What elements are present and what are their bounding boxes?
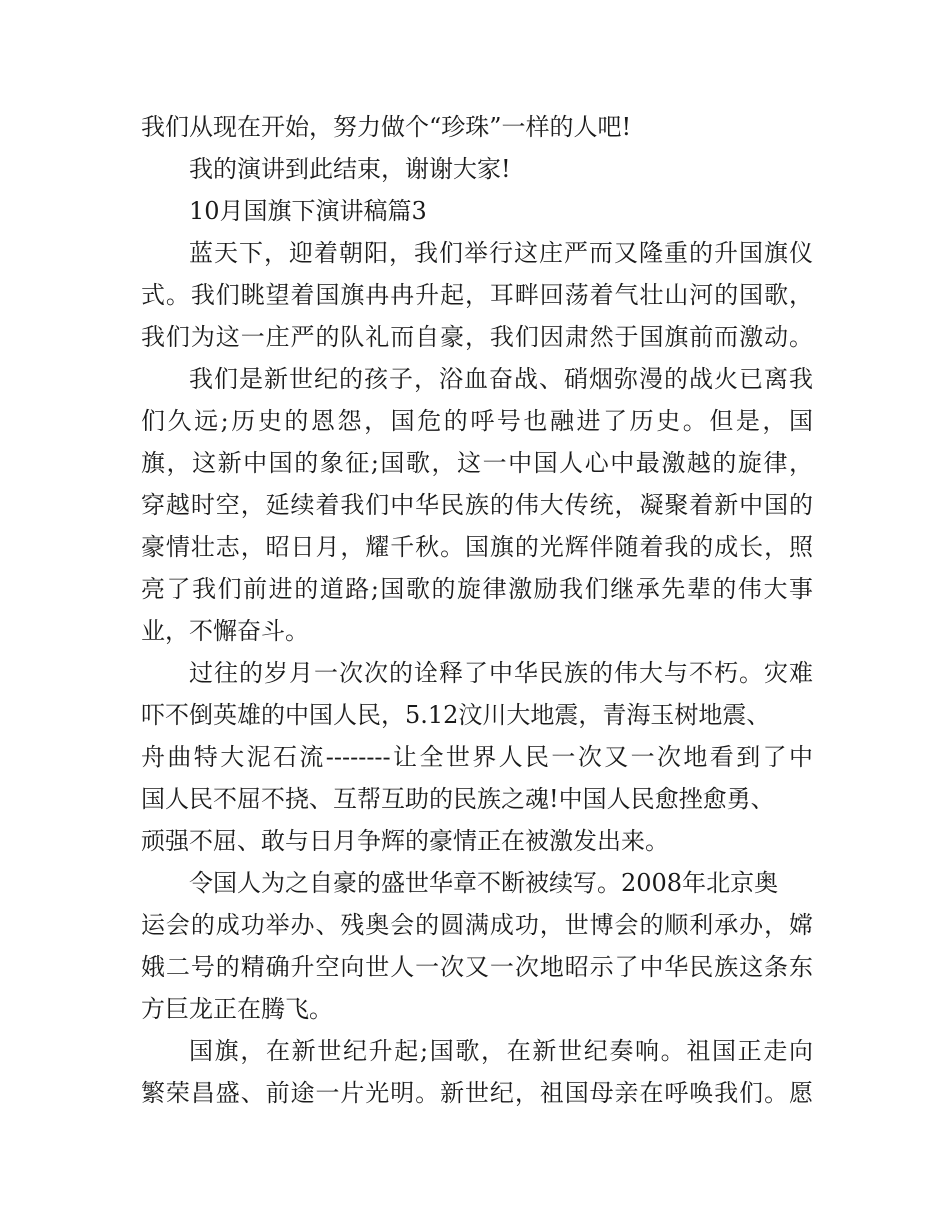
text-line: 方巨龙正在腾飞。 bbox=[141, 995, 333, 1023]
text-line: 吓不倒英雄的中国人民，5.12汶川大地震，青海玉树地震、 bbox=[141, 701, 771, 729]
text-line: 式。我们眺望着国旗冉冉升起，耳畔回荡着气壮山河的国歌， bbox=[141, 281, 813, 309]
text-line: 我的演讲到此结束，谢谢大家! bbox=[189, 155, 511, 183]
section-heading: 10月国旗下演讲稿篇3 bbox=[189, 197, 427, 225]
text-line: 舟曲特大泥石流--------让全世界人民一次又一次地看到了中 bbox=[141, 743, 813, 771]
text-line: 穿越时空，延续着我们中华民族的伟大传统，凝聚着新中国的 bbox=[141, 491, 813, 519]
text-line: 我们从现在开始，努力做个“珍珠”一样的人吧! bbox=[141, 113, 632, 141]
text-line: 运会的成功举办、残奥会的圆满成功，世博会的顺利承办，嫦 bbox=[141, 911, 813, 939]
text-line: 蓝天下，迎着朝阳，我们举行这庄严而又隆重的升国旗仪 bbox=[189, 239, 813, 267]
text-line: 我们为这一庄严的队礼而自豪，我们因肃然于国旗前而激动。 bbox=[141, 323, 813, 351]
text-line: 国旗，在新世纪升起;国歌，在新世纪奏响。祖国正走向 bbox=[189, 1037, 813, 1065]
text-line: 豪情壮志，昭日月，耀千秋。国旗的光辉伴随着我的成长，照 bbox=[141, 533, 813, 561]
text-line: 过往的岁月一次次的诠释了中华民族的伟大与不朽。灾难 bbox=[189, 659, 813, 687]
speech-text bbox=[141, 106, 813, 1114]
text-line: 国人民不屈不挠、互帮互助的民族之魂!中国人民愈挫愈勇、 bbox=[141, 785, 775, 813]
text-line: 旗，这新中国的象征;国歌，这一中国人心中最激越的旋律， bbox=[141, 449, 813, 477]
text-line: 亮了我们前进的道路;国歌的旋律激励我们继承先辈的伟大事 bbox=[141, 575, 813, 603]
text-line: 繁荣昌盛、前途一片光明。新世纪，祖国母亲在呼唤我们。愿 bbox=[141, 1079, 813, 1107]
text-line: 们久远;历史的恩怨，国危的呼号也融进了历史。但是，国 bbox=[141, 407, 813, 435]
text-line: 令国人为之自豪的盛世华章不断被续写。2008年北京奥 bbox=[189, 869, 779, 897]
text-line: 业，不懈奋斗。 bbox=[141, 617, 309, 645]
text-line: 娥二号的精确升空向世人一次又一次地昭示了中华民族这条东 bbox=[141, 953, 813, 981]
text-line: 顽强不屈、敢与日月争辉的豪情正在被激发出来。 bbox=[141, 827, 669, 855]
text-line: 我们是新世纪的孩子，浴血奋战、硝烟弥漫的战火已离我 bbox=[189, 365, 813, 393]
